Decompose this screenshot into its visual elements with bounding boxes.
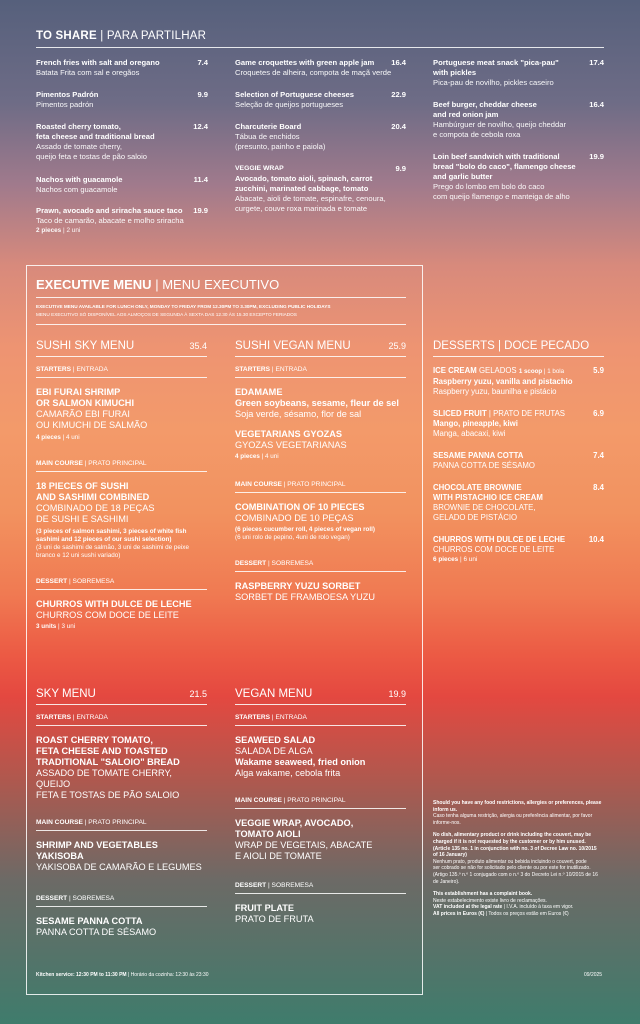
starters-label: STARTERS | ENTRADA [235,714,307,721]
main-item: 18 PIECES OF SUSHI AND SASHIMI COMBINED COMBINADO DE 18 PEÇAS DE SUSHI E SASHIMI [36,481,155,524]
starter-item: VEGETARIANS GYOZAS GYOZAS VEGETARIANAS [235,429,347,450]
menu-item: Nachos with guacamole Nachos com guacamole 11.4 [36,175,208,194]
share-column-2 [235,58,406,218]
share-title: TO SHARE | PARA PARTILHAR [36,30,207,42]
main-item: SHRIMP AND VEGETABLES YAKISOBA YAKISOBA DE CAMARÃO E LEGUMES [36,840,202,872]
dessert-item: ICE CREAM GELADOS 1 scoop | 1 bola Raspberry yuzu, vanilla and pistachio Raspberry yuzu, baunilha e pistácio 5.9 [433,366,604,396]
desserts-title: DESSERTS | DOCE PECADO [433,340,590,352]
sky-menu [36,688,207,938]
executive-info-divider [36,324,406,325]
menu-item: French fries with salt and oregano Batata Frita com sal e oregãos 7.4 [36,58,208,77]
dessert-item: FRUIT PLATE PRATO DE FRUTA [235,903,314,924]
share-column-3 [433,58,604,208]
dessert-item: SESAME PANNA COTTA PANNA COTTA DE SÉSAMO 7.4 [433,451,604,470]
menu-title: SKY MENU 21.5 [36,688,207,700]
main-course-label: MAIN COURSE | PRATO PRINCIPAL [235,481,346,488]
starters-label: STARTERS | ENTRADA [36,366,108,373]
executive-info-en: EXECUTIVE MENU AVAILABLE FOR LUNCH ONLY, MONDAY TO FRIDAY FROM 12.30PM TO 3.30PM, EXCLUDING PUBLIC HOLIDAYS [36,304,331,309]
main-course-label: MAIN COURSE | PRATO PRINCIPAL [36,460,147,467]
starter-item: ROAST CHERRY TOMATO, FETA CHEESE AND TOASTED TRADITIONAL "SALOIO" BREAD ASSADO DE TOMATE CHERRY, QUEIJO FETA E TOSTAS DE PÃO SALOIO [36,735,180,800]
menu-title: VEGAN MENU 19.9 [235,688,406,700]
dessert-item: CHURROS WITH DULCE DE LECHE CHURROS COM DOCE DE LEITE [36,599,192,620]
menu-item: Charcuterie Board Tábua de enchidos (presunto, painho e paiola) 20.4 [235,122,406,151]
menu-item: Game croquettes with green apple jam Croquetes de alheira, compota de maçã verde 16.4 [235,58,406,77]
executive-info-pt: MENU EXECUTIVO SÓ DISPONÍVEL AOS ALMOÇOS DE SEGUNDA À SEXTA DAS 12.30 ÀS 15.30 EXCEPTO FERIADOS [36,312,297,317]
starter-item: EBI FURAI SHRIMP OR SALMON KIMUCHI CAMARÃO EBI FURAI OU KIMUCHI DE SALMÃO [36,387,148,430]
menu-title: SUSHI SKY MENU 35.4 [36,340,207,352]
menu-date: 09/2025 [584,972,603,978]
legal-notes: Should you have any food restrictions, allergies or preferences, please inform us. Caso tenha alguma restrição, alergia ou preferência alimentar, por favor informe-nos. No dish, alimentary product or drink including the couvert, may be charged if it is not requested by the customer or by him unused. (Article 135 no. 1 in conjunction with no. 3 of Decree Law no. 10/2015 of 16 January) Nenhum prato, produto alimentar ou bebida incluindo o couvert, pode ser cobrado se não for solicitado pelo cliente ou por este for inutilizado. (Artigo 135.º n.º 1 conjugado com o n.º 3 do Decreto Lei n.º 10/2015 de 16 de Janeiro). This establishment has a complaint book. Neste estabelecimento existe livro de reclamações. VAT included at the legal rate | I.V.A. incluído à taxa em vigor. All prices in Euros (€) | Todos os preços estão em Euros (€) [433,800,602,917]
main-course-label: MAIN COURSE | PRATO PRINCIPAL [36,819,147,826]
dessert-item: CHOCOLATE BROWNIE WITH PISTACHIO ICE CREAM BROWNIE DE CHOCOLATE, GELADO DE PISTÁCIO 8.4 [433,483,604,522]
dessert-item: CHURROS WITH DULCE DE LECHE CHURROS COM DOCE DE LEITE 6 pieces | 6 uni 10.4 [433,535,604,563]
starter-item: EDAMAME Green soybeans, sesame, fleur de sel Soja verde, sésamo, flor de sal [235,387,399,419]
main-item: VEGGIE WRAP, AVOCADO, TOMATO AIOLI WRAP DE VEGETAIS, ABACATE E AIOLI DE TOMATE [235,818,373,861]
executive-divider [36,297,406,298]
menu-item: Prawn, avocado and sriracha sauce taco Taco de camarão, abacate e molho sriracha 2 pieces | 2 uni 19.9 [36,206,208,234]
desserts-section [433,340,604,590]
menu-item: Pimentos Padrón Pimentos padrón 9.9 [36,90,208,109]
dessert-label: DESSERT | SOBREMESA [235,882,314,889]
starters-label: STARTERS | ENTRADA [235,366,307,373]
menu-item: VEGGIE WRAP Avocado, tomato aioli, spinach, carrot zucchini, marinated cabbage, tomato Abacate, aioli de tomate, espinafre, cenoura, curgete, couve roxa marinada e tomate 9.9 [235,164,406,213]
menu-item: Roasted cherry tomato, feta cheese and traditional bread Assado de tomate cherry, queijo feta e tostas de pão saloio 12.4 [36,122,208,161]
executive-title: EXECUTIVE MENU | MENU EXECUTIVO [36,277,280,292]
menu-item: Beef burger, cheddar cheese and red onion jam Hambúrguer de novilho, queijo cheddar e compota de cebola roxa 16.4 [433,100,604,139]
dessert-label: DESSERT | SOBREMESA [36,895,115,902]
dessert-item: RASPBERRY YUZU SORBET SORBET DE FRAMBOESA YUZU [235,581,376,602]
main-item: COMBINATION OF 10 PIECES COMBINADO DE 10 PEÇAS [235,502,365,523]
starter-item: SEAWEED SALAD SALADA DE ALGA Wakame seaweed, fried onion Alga wakame, cebola frita [235,735,366,778]
dessert-item: SESAME PANNA COTTA PANNA COTTA DE SÉSAMO [36,916,157,937]
vegan-menu [235,688,406,948]
dessert-label: DESSERT | SOBREMESA [235,560,314,567]
dessert-label: DESSERT | SOBREMESA [36,578,115,585]
main-course-label: MAIN COURSE | PRATO PRINCIPAL [235,797,346,804]
starters-label: STARTERS | ENTRADA [36,714,108,721]
share-divider [36,47,604,48]
menu-title: SUSHI VEGAN MENU 25.9 [235,340,406,352]
sushi-sky-menu: SUSHI SKY MENU 35.4 STARTERS | ENTRADA EBI FURAI SHRIMP OR SALMON KIMUCHI CAMARÃO EBI FURAI OU KIMUCHI DE SALMÃO 4 pieces | 4 uni MAIN COURSE | PRATO PRINCIPAL 18 PIECES OF SUSHI AND SASHIMI COMBINED COMBINADO DE 18 PEÇAS DE SUSHI E SASHIMI (3 pieces of salmon sashimi, 3 pieces of white fish sashimi and 12 pieces of our sushi selection) (3 uni de sashimi de salmão, 3 uni de sashimi de peixe branco e 12 uni sushi variado) DESSERT | SOBREMESA CHURROS WITH DULCE DE LECHE CHURROS COM DOCE DE LEITE 3 units | 3 uni [36,340,207,630]
menu-item: Loin beef sandwich with traditional bread "bolo do caco", flamengo cheese and garlic butter Prego do lombo em bolo do caco com queijo flamengo e manteiga de alho 19.9 [433,152,604,201]
kitchen-hours: Kitchen service: 12:30 PM to 11:30 PM | Horário da cozinha: 12:30 às 23:30 [36,972,209,978]
dessert-item: SLICED FRUIT | PRATO DE FRUTAS Mango, pineapple, kiwi Manga, abacaxi, kiwi 6.9 [433,409,604,438]
sushi-vegan-menu: SUSHI VEGAN MENU 25.9 STARTERS | ENTRADA EDAMAME Green soybeans, sesame, fleur de sel Soja verde, sésamo, flor de sal VEGETARIANS GYOZAS GYOZAS VEGETARIANAS 4 pieces | 4 uni MAIN COURSE | PRATO PRINCIPAL COMBINATION OF 10 PIECES COMBINADO DE 10 PEÇAS (6 pieces cucumber roll, 4 pieces of vegan roll) (6 uni rolo de pepino, 4uni de rolo vegan) DESSERT | SOBREMESA RASPBERRY YUZU SORBET SORBET DE FRAMBOESA YUZU [235,340,406,602]
share-column-1 [36,58,208,248]
menu-item: Selection of Portuguese cheeses Seleção de queijos portugueses 22.9 [235,90,406,109]
menu-item: Portuguese meat snack "pica-pau" with pickles Pica-pau de novilho, pickles caseiro 17.4 [433,58,604,87]
